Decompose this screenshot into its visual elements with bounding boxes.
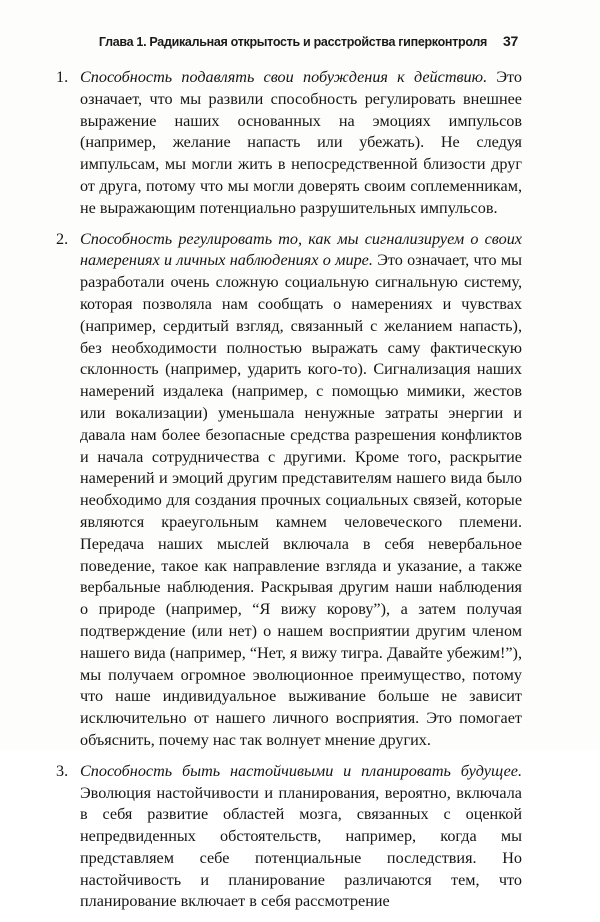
item-text: Это означает, что мы развили способность регулировать внешнее выражение наших основанных на эмоциях импульсов (например, желание напасть или убежать). Не следуя импульсам, мы могли жить в непосредственной близости друг от друга, потому что мы могли доверять своим соплеменникам, не выражающим потенциально разрушительных импульсов. [80,68,523,217]
chapter-title: Глава 1. Радикальная открытость и расстройства гиперконтроля [98,35,488,49]
item-text: Это означает, что мы разработали очень сложную социальную сигнальную систему, которая позволяла нам сообщать о намерениях и чувствах (например, сердитый взгляд, связанный с желанием напасть), без необходимости полностью выражать саму фактическую склонность (например, ударить кого-то). Сигнализация наших намерений издалека (например, с помощью мимики, жестов или вокализации) уменьшала ненужные затраты энергии и давала нам более безопасные средства разрешения конфликтов и начала сотрудничества с другими. Кроме того, раскрытие намерений и эмоций другим представителям нашего вида было необходимо для создания прочных социальных связей, которые являются краеугольным камнем человеческого племени. Передача наших мыслей включала в себя невербальное поведение, такое как направление взгляда и указание, а также вербальные наблюдения. Раскрывая другим наши наблюдения о природе (например, “Я вижу корову”), а затем получая подтверждение (или нет) о нашем восприятии другим членом нашего вида (например, “Нет, я вижу тигра. Давайте убежим!”), мы получаем огромное эволюционное преимущество, потому что наше индивидуальное выживание больше не зависит исключительно от нашего личного восприятия. Это помогает объяснить, почему нас так волнует мнение других. [80,251,523,749]
item-lead: Способность регулировать то, как мы сигнализируем о своих намерениях и личных наблюдениях о мире. [80,229,522,270]
list-item [56,67,522,220]
item-number: 3. [56,761,69,780]
numbered-list [56,67,522,922]
item-number: 1. [56,68,69,86]
list-item [56,761,522,914]
running-head [99,33,518,49]
list-item [56,229,522,752]
item-lead: Способность подавлять свои побуждения к действию. [80,68,488,86]
item-lead: Способность быть настойчивыми и планировать будущее. [80,761,522,780]
item-number: 2. [56,229,69,248]
page-number: 37 [503,33,518,49]
item-text: Эволюция настойчивости и планирования, вероятно, включала в себя развитие областей мозга, связанных с оценкой непредвиденных обстоятельств, например, когда мы представляем себе потенциальные последствия. Но настойчивость и планирование различаются тем, что планирование включает в себя рассмотрение [80,783,522,911]
